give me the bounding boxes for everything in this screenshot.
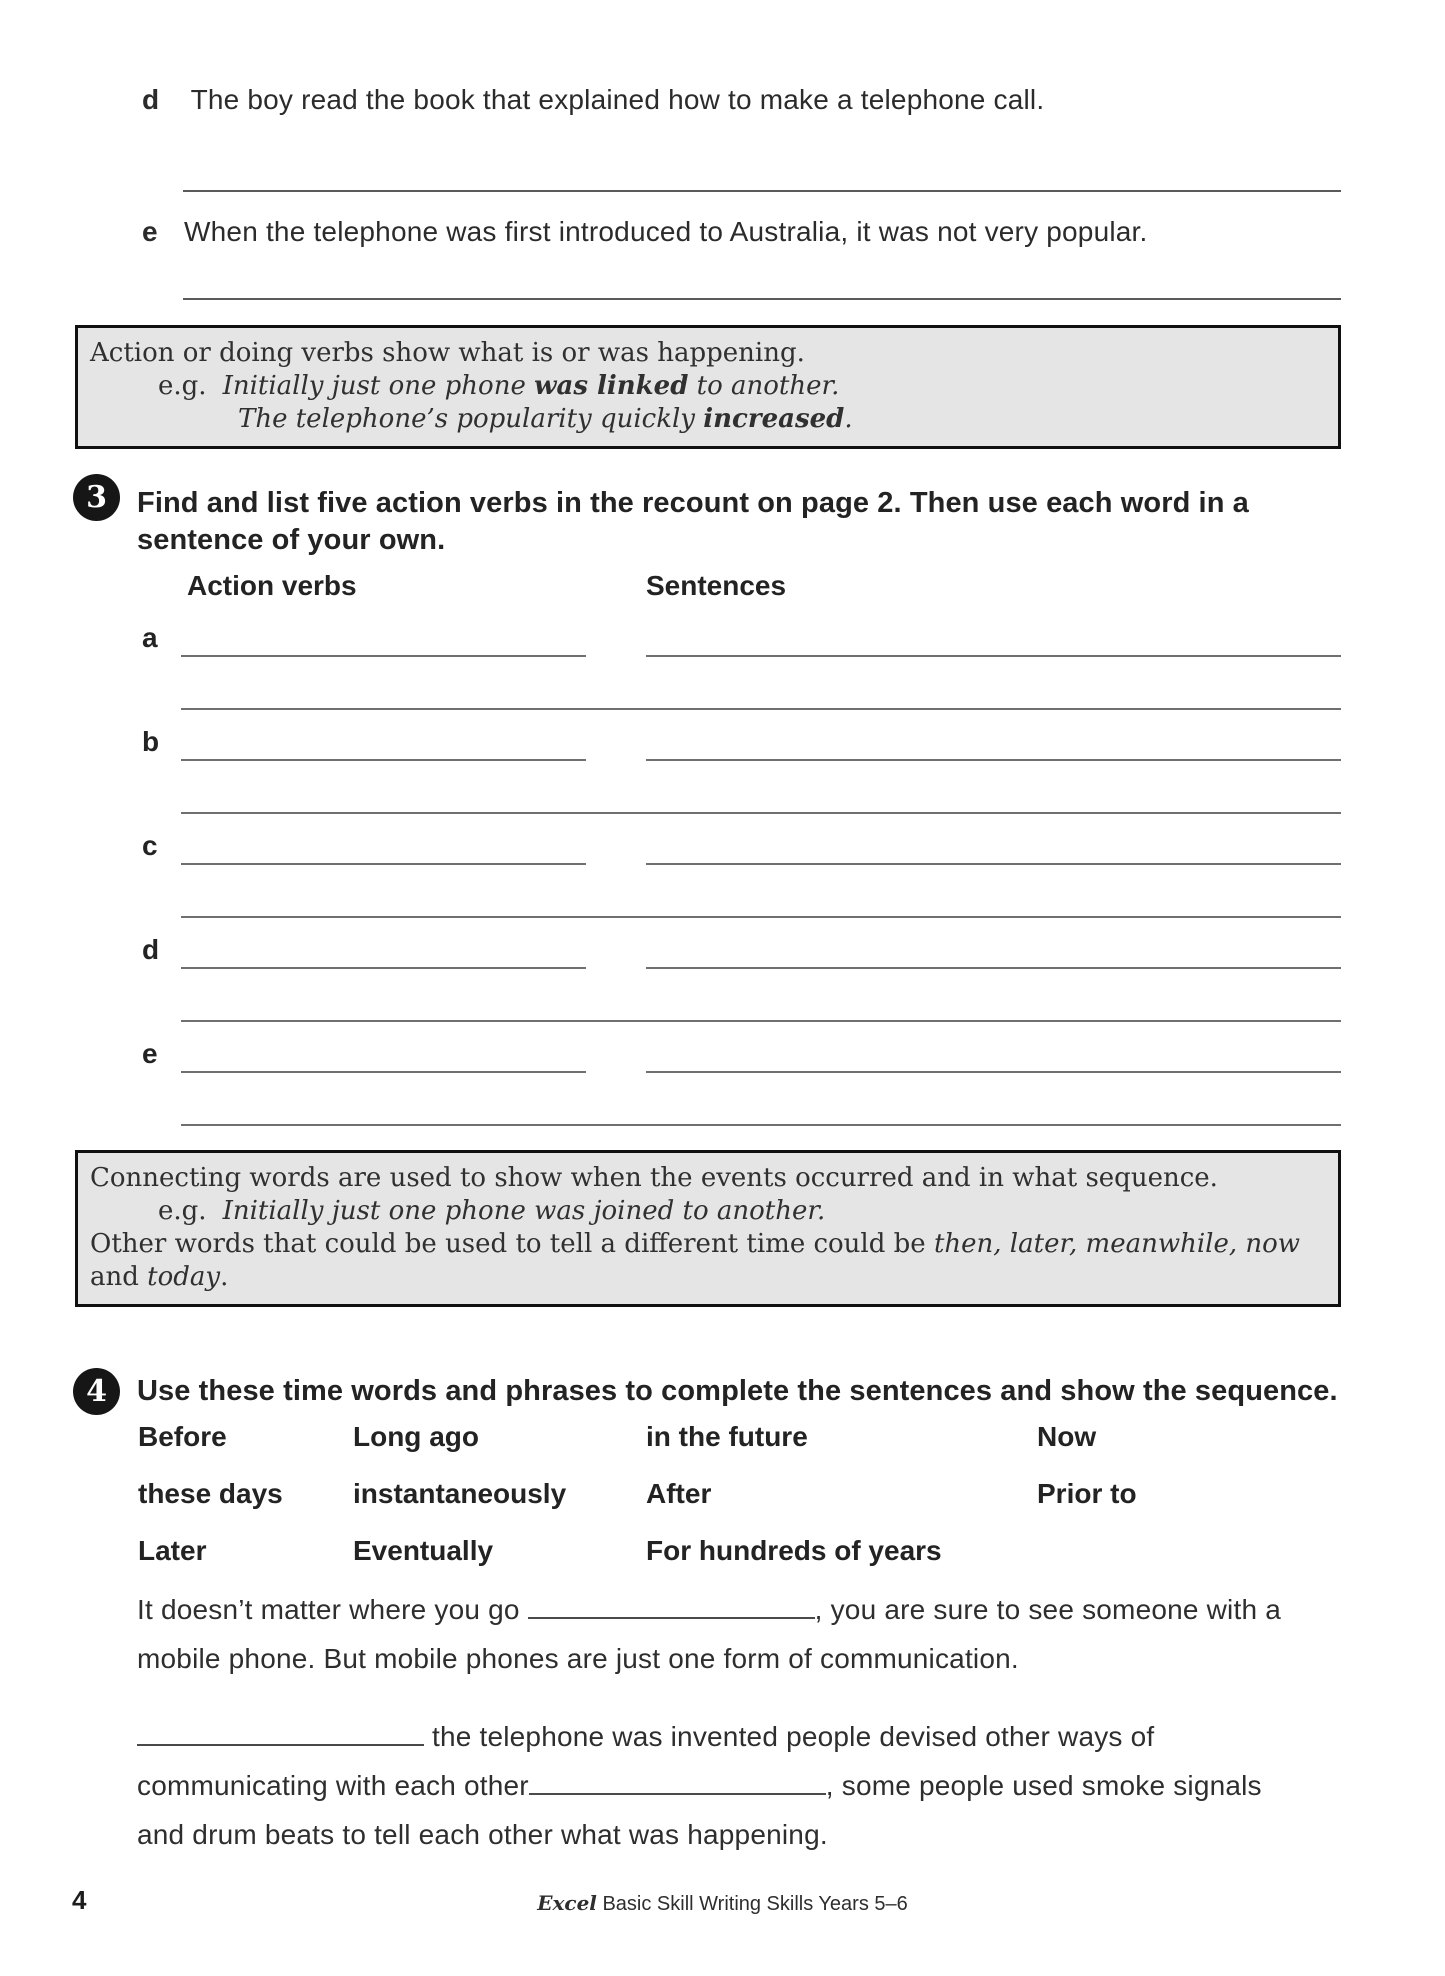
sentence-line-b2 (181, 812, 1341, 814)
sentence-line-a2 (181, 708, 1341, 710)
info-box-line: Connecting words are used to show when the events occurred and in what sequence. (90, 1163, 1218, 1193)
info-box-line: Other words that could be used to tell a different time could be then, later, meanwhile, now (90, 1229, 1301, 1259)
word-bank-item: Before (138, 1421, 227, 1452)
item-text: When the telephone was first introduced to Australia, it was not very popular. (184, 216, 1148, 247)
fill-in-paragraph-2: the telephone was invented people devised other ways of communicating with each other , some people used smoke signals and drum beats to tell each other what was happening. (137, 1721, 1262, 1850)
word-bank (138, 1421, 1347, 1592)
fill-in-paragraph-1: It doesn’t matter where you go , you are sure to see someone with a mobile phone. But mobile phones are just one form of communication. (137, 1594, 1281, 1674)
action-verb-line-e (181, 1071, 586, 1073)
sentence-line-e (646, 1071, 1341, 1073)
action-verb-line-b (181, 759, 586, 761)
item-letter: d (142, 84, 160, 115)
sentence-line-e2 (181, 1124, 1341, 1126)
word-bank-item: After (646, 1478, 712, 1509)
page-number: 4 (72, 1885, 87, 1915)
question-4-badge (73, 1368, 120, 1415)
word-bank-item: Prior to (1037, 1478, 1137, 1509)
sentence-line-c (646, 863, 1341, 865)
eg-label: e.g. (158, 371, 207, 401)
sentence-line-b (646, 759, 1341, 761)
sentence-line-d2 (181, 1020, 1341, 1022)
question-number: 4 (86, 1374, 107, 1409)
fill-in-blank-1 (528, 1597, 815, 1619)
item-letter: e (142, 216, 158, 247)
info-box-line: and today. (90, 1262, 229, 1292)
word-bank-item: Eventually (353, 1535, 494, 1566)
question-4-prompt: Use these time words and phrases to complete the sentences and show the sequence. (137, 1375, 1338, 1407)
info-box-connecting-words (75, 1150, 1341, 1307)
column-header-sentences: Sentences (646, 570, 787, 601)
bold-verb: was linked (534, 371, 689, 401)
fill-in-blank-2 (137, 1724, 424, 1746)
column-header-action-verbs: Action verbs (187, 570, 357, 601)
row-letter-c: c (142, 830, 158, 861)
info-box-example: e.g. Initially just one phone was joined to another. (158, 1196, 826, 1226)
word-bank-item: For hundreds of years (646, 1535, 942, 1566)
fill-in-blank-3 (529, 1773, 826, 1795)
info-box-example: e.g. Initially just one phone was linked to another. (158, 371, 840, 401)
question-3-badge (73, 474, 120, 521)
footer-title: Excel Basic Skill Writing Skills Years 5–6 (537, 1891, 908, 1915)
info-box-example-2: The telephone’s popularity quickly increased. (238, 404, 853, 434)
row-letter-e: e (142, 1038, 158, 1069)
info-box-action-verbs (75, 325, 1341, 449)
action-verb-line-a (181, 655, 586, 657)
row-letter-b: b (142, 726, 160, 757)
word-bank-item: instantaneously (353, 1478, 567, 1509)
word-bank-item: in the future (646, 1421, 808, 1452)
question-number: 3 (86, 480, 107, 515)
question-3-prompt: Find and list five action verbs in the recount on page 2. Then use each word in a sentence of your own. (137, 487, 1249, 556)
row-letter-d: d (142, 934, 160, 965)
exercise-item-e (142, 216, 1148, 248)
bold-verb: increased (703, 404, 845, 434)
word-bank-item: Later (138, 1535, 207, 1566)
row-letter-a: a (142, 622, 158, 653)
sentence-line-a (646, 655, 1341, 657)
word-bank-item: Now (1037, 1421, 1097, 1452)
word-bank-item: these days (138, 1478, 283, 1509)
exercise-item-d (142, 84, 1044, 116)
sentence-line-d (646, 967, 1341, 969)
brand-logo: Excel (537, 1891, 597, 1915)
info-box-line: Action or doing verbs show what is or was happening. (90, 338, 805, 368)
item-text: The boy read the book that explained how to make a telephone call. (190, 84, 1045, 115)
answer-line-d (183, 190, 1341, 192)
answer-line-e (183, 298, 1341, 300)
eg-label: e.g. (158, 1196, 207, 1226)
word-bank-item: Long ago (353, 1421, 479, 1452)
sentence-line-c2 (181, 916, 1341, 918)
action-verb-line-d (181, 967, 586, 969)
action-verb-line-c (181, 863, 586, 865)
